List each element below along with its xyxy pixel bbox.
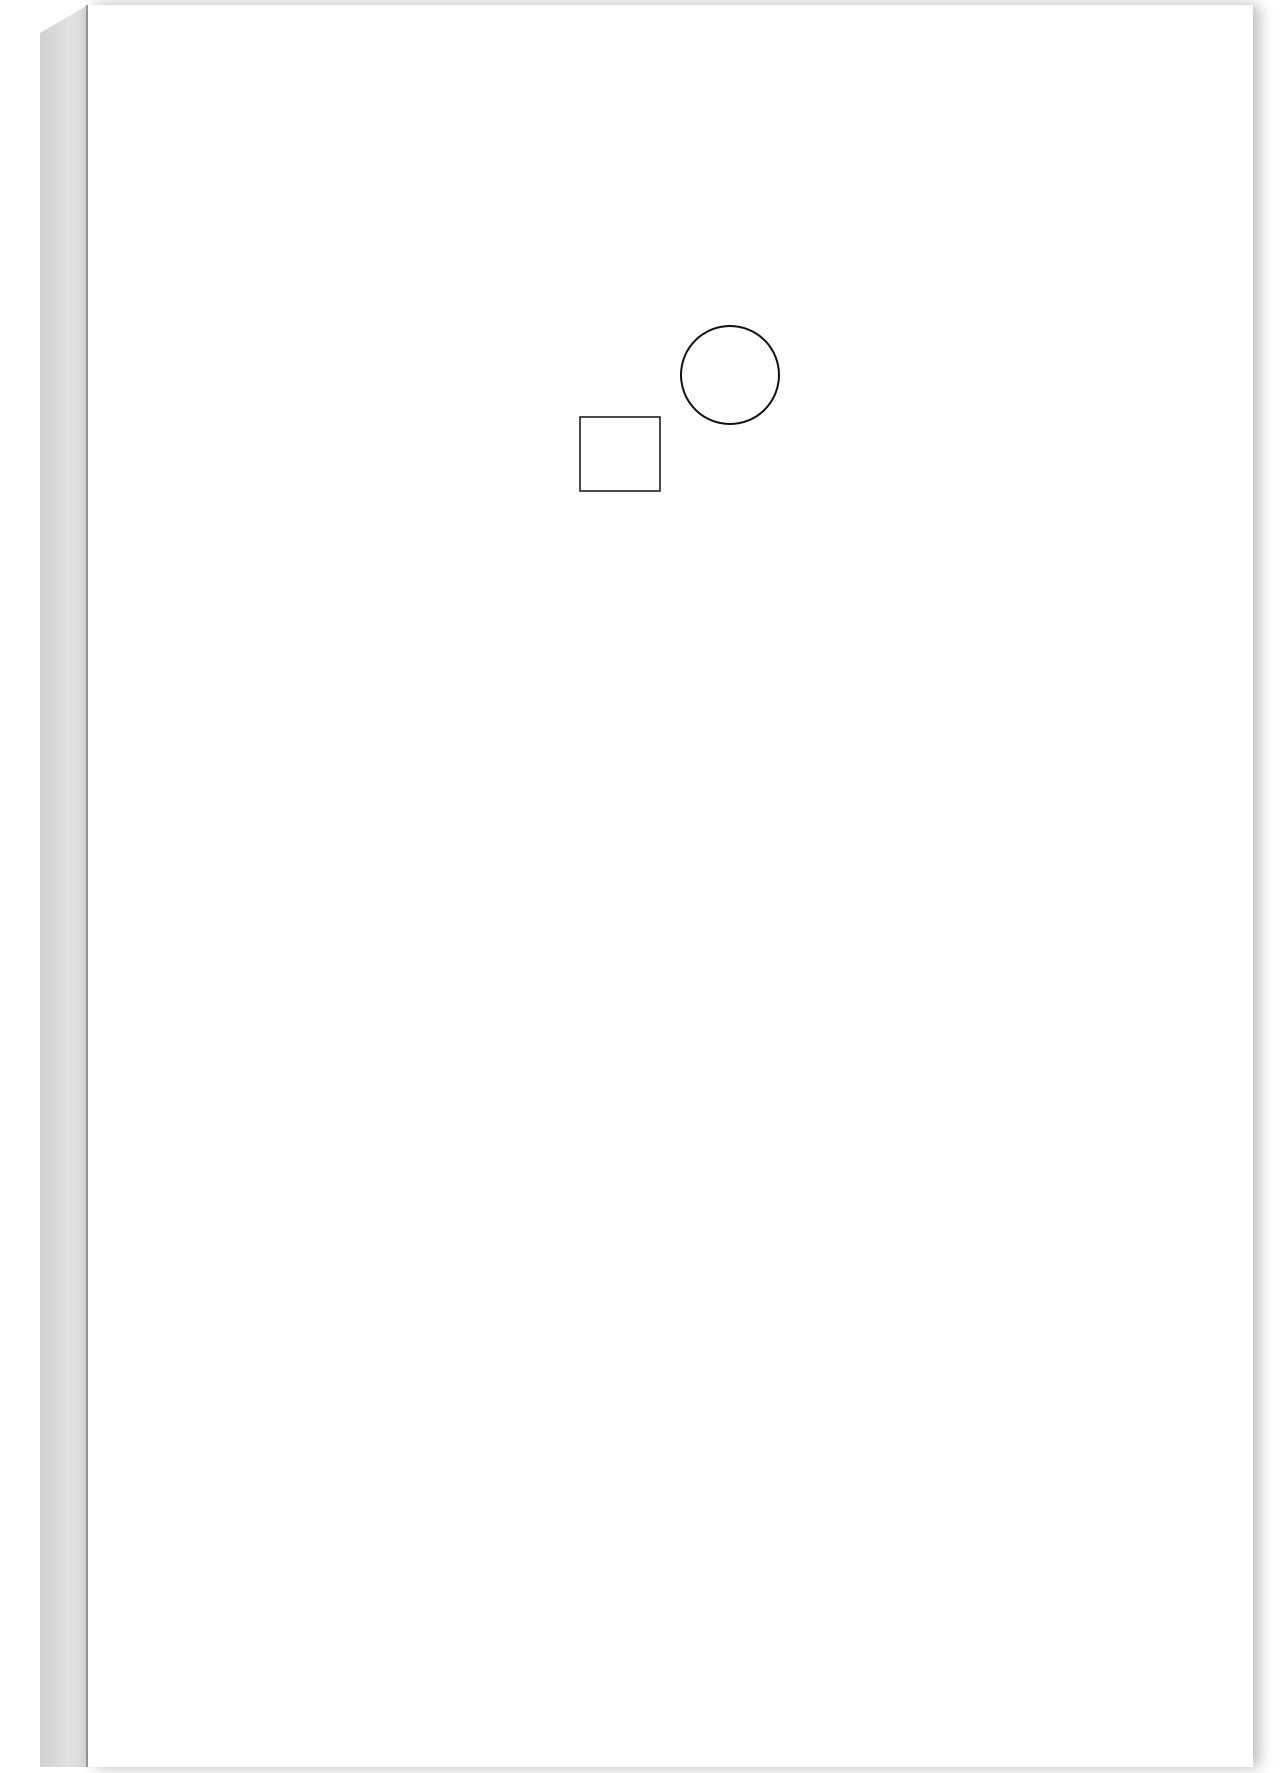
square-part <box>580 417 660 491</box>
book-spine <box>40 5 88 1767</box>
circle-part <box>681 326 779 424</box>
book-page <box>88 5 1253 1767</box>
atom-figure <box>570 325 790 505</box>
page-footer <box>262 1577 328 1603</box>
